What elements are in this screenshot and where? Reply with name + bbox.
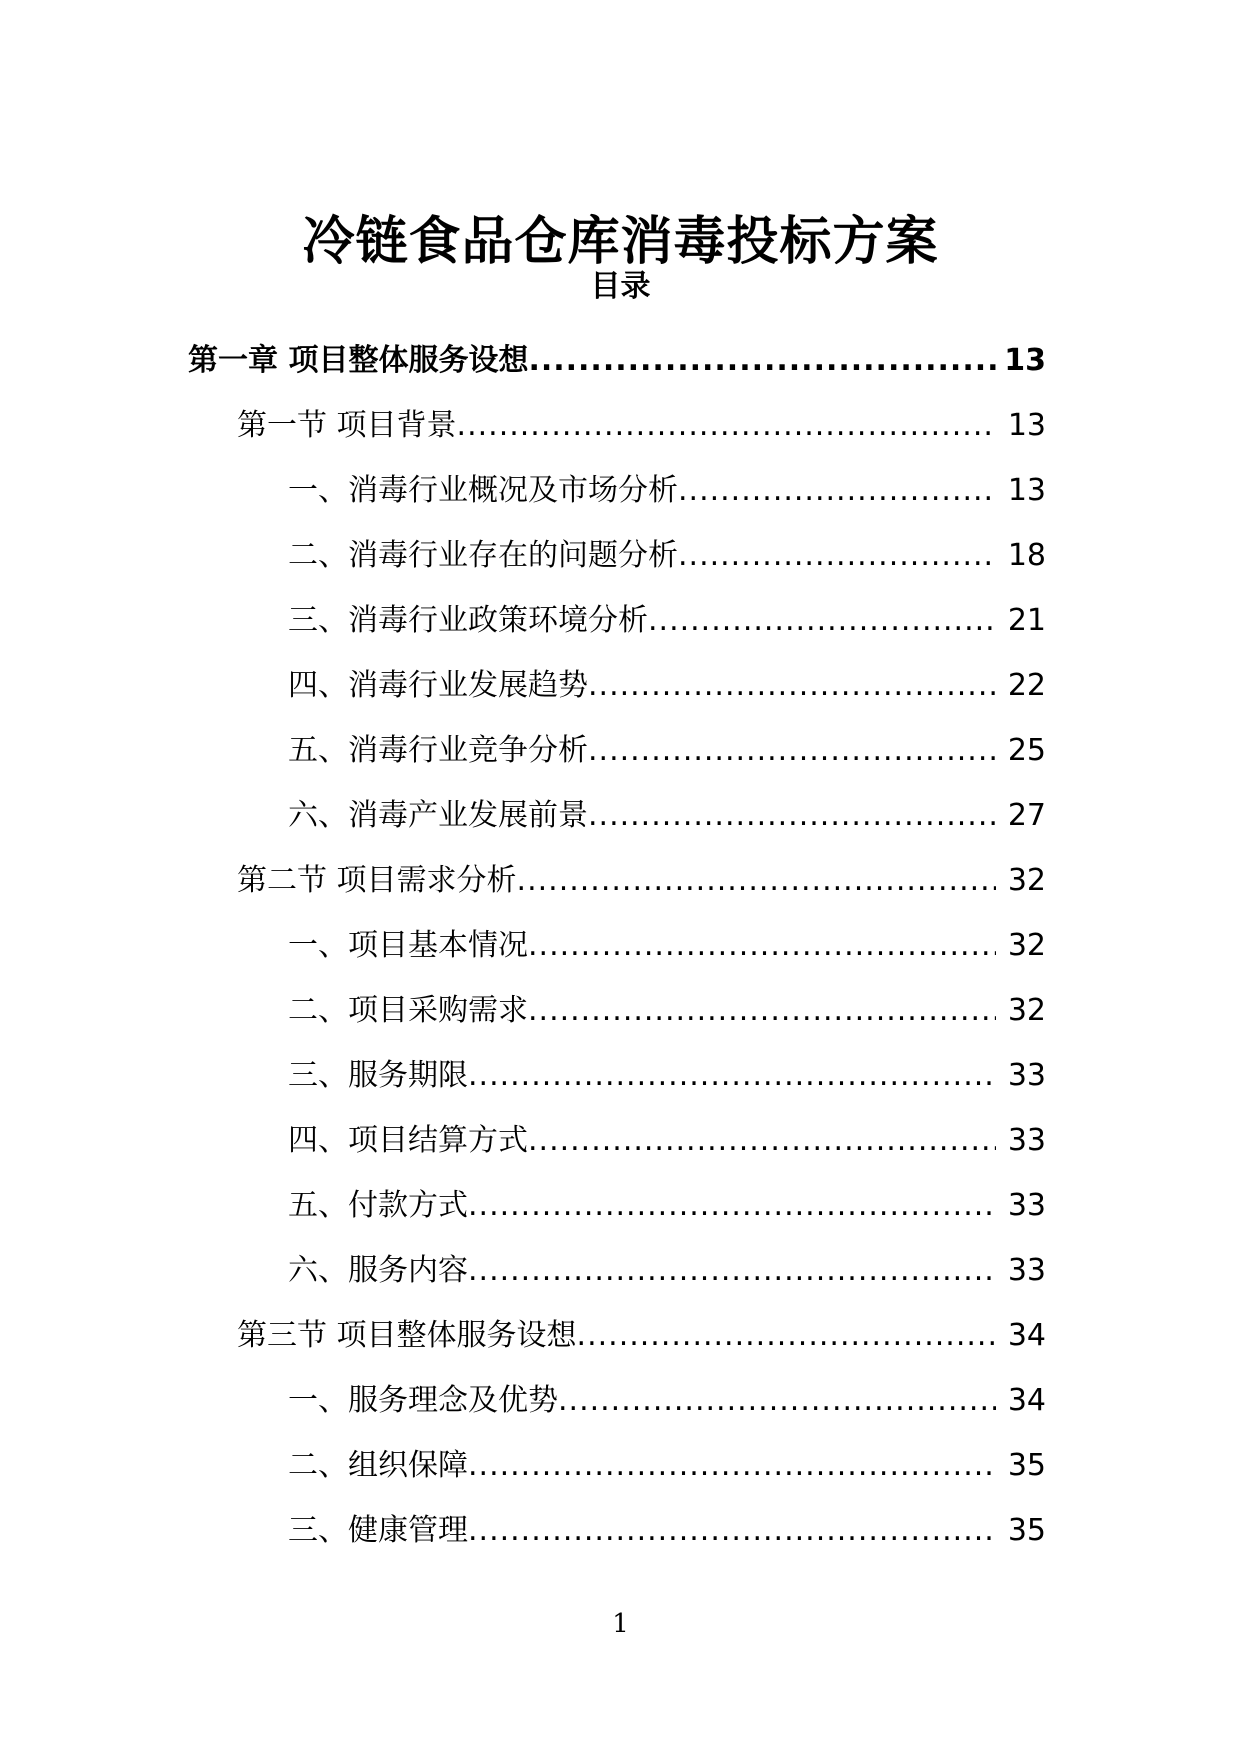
toc-entry[interactable]: [0, 783, 1241, 848]
toc-dot-leader: [648, 599, 996, 643]
toc-dot-leader: [517, 859, 996, 903]
toc-entry-page: 33: [1007, 1187, 1046, 1223]
toc-dot-leader: [468, 1249, 996, 1293]
toc-entry-label: 二、组织保障: [288, 1447, 468, 1483]
toc-entry-page: 33: [1007, 1252, 1046, 1288]
toc-entry-label: 二、项目采购需求: [288, 992, 528, 1028]
toc-dot-leader: [528, 1119, 996, 1163]
toc-entry-label: 三、健康管理: [288, 1512, 468, 1548]
toc-entry-label: 一、项目基本情况: [288, 927, 528, 963]
toc-entry-page: 35: [1007, 1512, 1046, 1548]
toc-dot-leader: [588, 794, 996, 838]
toc-entry-label: 第三节 项目整体服务设想: [237, 1317, 577, 1353]
toc-entry-label: 四、消毒行业发展趋势: [288, 667, 588, 703]
toc-dot-leader: [457, 404, 996, 448]
toc-entry-label: 四、项目结算方式: [288, 1122, 528, 1158]
toc-entry-page: 33: [1007, 1057, 1046, 1093]
toc-entry-page: 32: [1007, 927, 1046, 963]
toc-entry-page: 35: [1007, 1447, 1046, 1483]
toc-entry-label: 三、消毒行业政策环境分析: [288, 602, 648, 638]
toc-entry[interactable]: [0, 653, 1241, 718]
toc-entry-label: 五、付款方式: [288, 1187, 468, 1223]
toc-entry-page: 18: [1007, 537, 1046, 573]
toc-entry-label: 六、服务内容: [288, 1252, 468, 1288]
toc-entry[interactable]: [0, 1433, 1241, 1498]
toc-entry-label: 六、消毒产业发展前景: [288, 797, 588, 833]
toc-dot-leader: [588, 729, 996, 773]
toc-entry[interactable]: [0, 1303, 1241, 1368]
toc-entry-page: 32: [1007, 992, 1046, 1028]
toc-entry[interactable]: [0, 1368, 1241, 1433]
toc-entry[interactable]: [0, 1498, 1241, 1563]
toc-dot-leader: [528, 989, 996, 1033]
toc-entry-label: 一、服务理念及优势: [288, 1382, 558, 1418]
toc-entry-label: 第一节 项目背景: [237, 407, 457, 443]
toc-entry[interactable]: [0, 523, 1241, 588]
toc-entry[interactable]: [0, 458, 1241, 523]
toc-entry-label: 第二节 项目需求分析: [237, 862, 517, 898]
toc-entry[interactable]: [0, 978, 1241, 1043]
toc-entry[interactable]: [0, 393, 1241, 458]
toc-entry-label: 第一章 项目整体服务设想: [188, 342, 529, 378]
toc-dot-leader: [468, 1444, 996, 1488]
toc-entry-page: 13: [1004, 342, 1046, 378]
toc-entry[interactable]: [0, 718, 1241, 783]
toc-dot-leader: [588, 664, 996, 708]
toc-entry[interactable]: [0, 588, 1241, 653]
toc-entry[interactable]: [0, 913, 1241, 978]
document-title: 冷链食品仓库消毒投标方案: [302, 211, 939, 272]
toc-dot-leader: [558, 1379, 996, 1423]
toc-heading: 目录: [590, 269, 651, 304]
toc-dot-leader: [468, 1509, 996, 1553]
toc-entry-page: 33: [1007, 1122, 1046, 1158]
toc-dot-leader: [577, 1314, 996, 1358]
toc-entry-label: 五、消毒行业竞争分析: [288, 732, 588, 768]
toc-entry[interactable]: [0, 1108, 1241, 1173]
toc-dot-leader: [468, 1054, 996, 1098]
toc-entry-page: 34: [1007, 1317, 1046, 1353]
toc-entry[interactable]: [0, 1173, 1241, 1238]
toc-dot-leader: [678, 534, 996, 578]
toc-entry[interactable]: [0, 328, 1241, 393]
toc-entry[interactable]: [0, 1238, 1241, 1303]
toc-entry-page: 34: [1007, 1382, 1046, 1418]
toc-dot-leader: [678, 469, 996, 513]
toc-entry-label: 一、消毒行业概况及市场分析: [288, 472, 678, 508]
toc-dot-leader: [528, 924, 996, 968]
page-number: 1: [612, 1609, 629, 1639]
toc-entry-page: 22: [1007, 667, 1046, 703]
table-of-contents: [0, 328, 1241, 1563]
toc-entry-page: 13: [1007, 472, 1046, 508]
toc-entry-page: 25: [1007, 732, 1046, 768]
toc-dot-leader: [528, 339, 996, 383]
toc-entry-page: 21: [1007, 602, 1046, 638]
toc-entry-page: 32: [1007, 862, 1046, 898]
toc-dot-leader: [468, 1184, 996, 1228]
toc-entry[interactable]: [0, 1043, 1241, 1108]
toc-entry-page: 27: [1007, 797, 1046, 833]
toc-entry[interactable]: [0, 848, 1241, 913]
toc-entry-page: 13: [1007, 407, 1046, 443]
toc-entry-label: 三、服务期限: [288, 1057, 468, 1093]
toc-entry-label: 二、消毒行业存在的问题分析: [288, 537, 678, 573]
